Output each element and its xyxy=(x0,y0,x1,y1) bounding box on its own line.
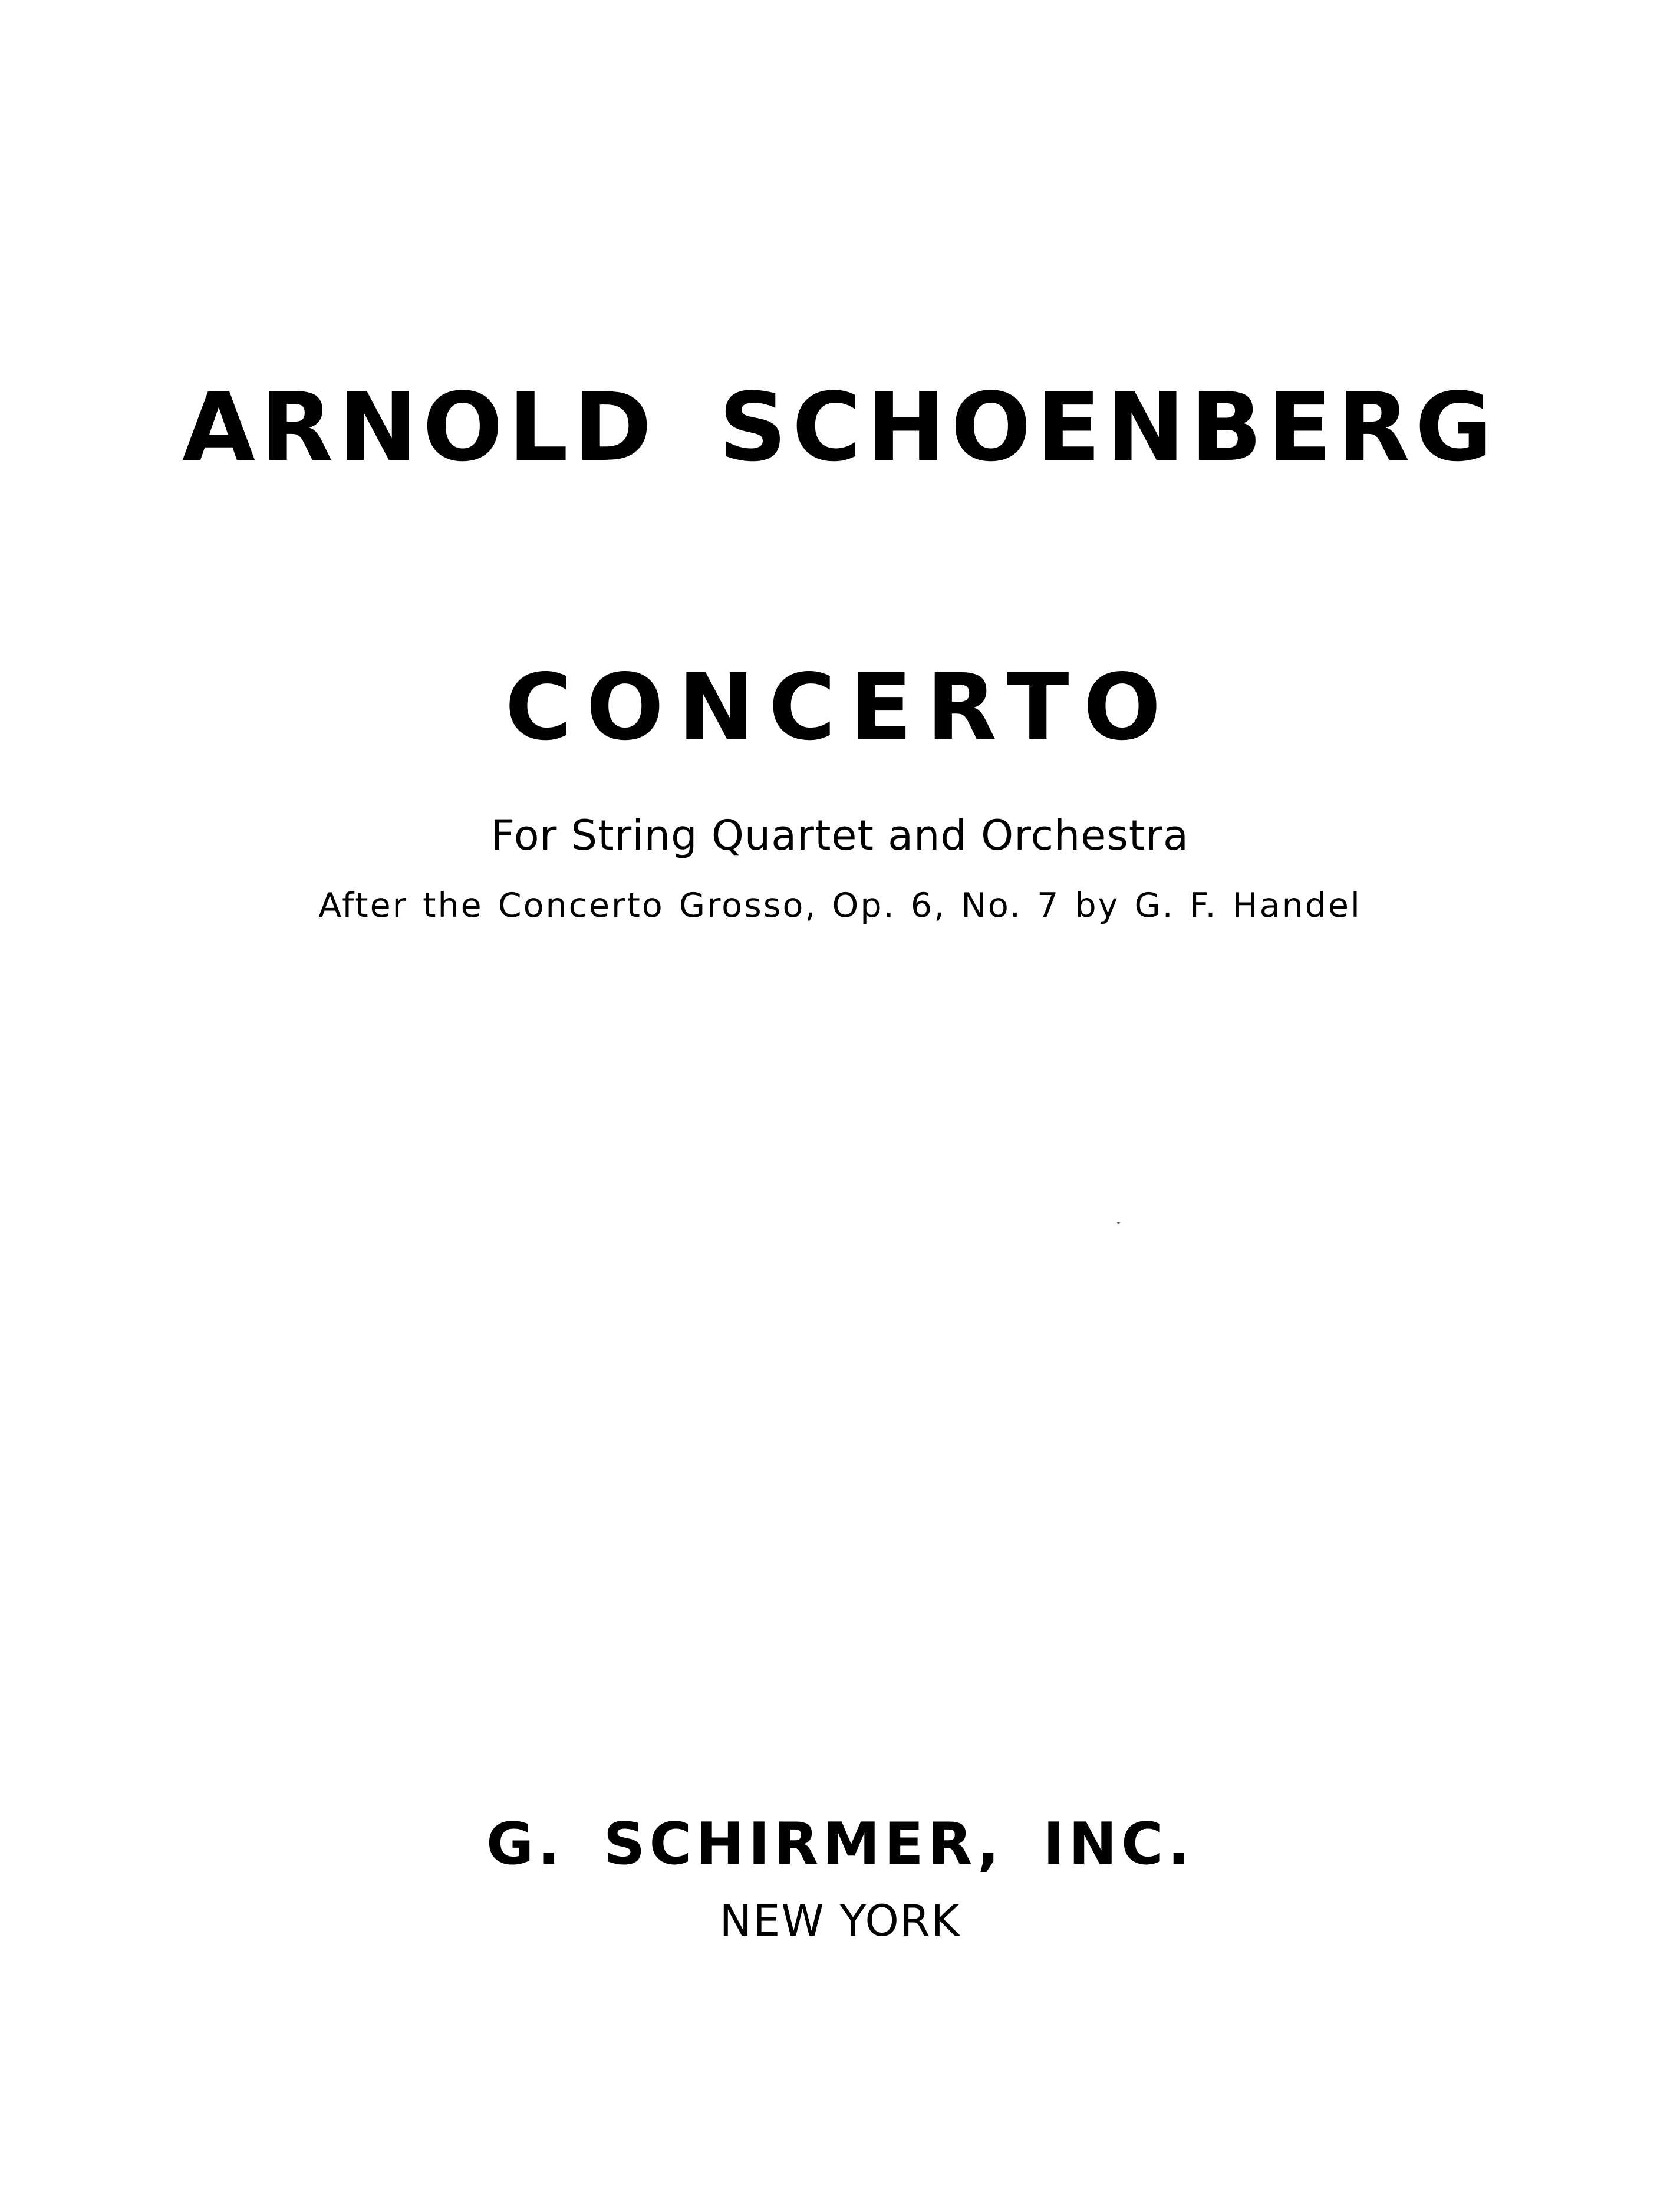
source-note: After the Concerto Grosso, Op. 6, No. 7 by G. F. Handel xyxy=(318,886,1362,925)
work-subtitle: For String Quartet and Orchestra xyxy=(491,811,1189,860)
composer-name: ARNOLD SCHOENBERG xyxy=(182,372,1498,482)
publisher-name: G. SCHIRMER, INC. xyxy=(486,1811,1194,1878)
print-speck xyxy=(1117,1222,1120,1224)
work-title: CONCERTO xyxy=(505,654,1175,761)
publisher-city: NEW YORK xyxy=(719,1896,961,1946)
